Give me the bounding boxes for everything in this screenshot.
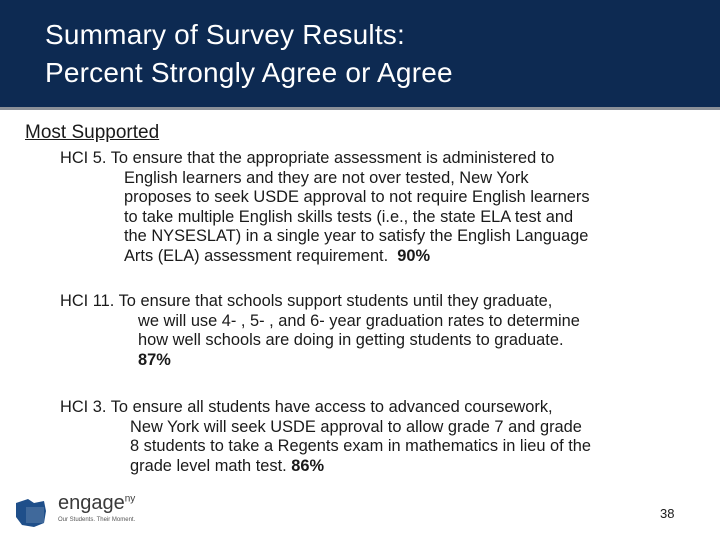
title-line-1: Summary of Survey Results: xyxy=(45,19,405,50)
item-lead: HCI 5. To ensure that the appropriate assessment is administered to xyxy=(60,149,555,167)
item-line: to take multiple English skills tests (i.e., the state ELA test and xyxy=(124,207,574,226)
brand-name: engage xyxy=(58,492,125,514)
brand-tagline: Our Students. Their Moment. xyxy=(58,517,136,523)
percent-value: 90% xyxy=(397,246,431,265)
item-line: 8 students to take a Regents exam in mathematics in lieu of the xyxy=(130,437,592,455)
item-lead: HCI 3. To ensure all students have access to advanced coursework, xyxy=(60,398,553,416)
item-line: Arts (ELA) assessment requirement. xyxy=(124,246,389,265)
title-line-2: Percent Strongly Agree or Agree xyxy=(45,57,453,88)
nysed-logo-icon xyxy=(14,497,48,529)
survey-item-hci3 xyxy=(60,398,710,476)
survey-item-hci11 xyxy=(60,292,710,370)
item-line: we will use 4- , 5- , and 6- year graduation rates to determine xyxy=(138,311,580,330)
engage-ny-logo xyxy=(58,492,135,515)
section-heading: Most Supported xyxy=(25,122,160,143)
item-line: New York will seek USDE approval to allow grade 7 and grade xyxy=(130,417,582,436)
slide-title xyxy=(45,16,685,92)
item-line: grade level math test. xyxy=(130,456,287,475)
item-line: the NYSESLAT) in a single year to satisfy the English Language xyxy=(124,227,589,245)
item-lead: HCI 11. To ensure that schools support students until they graduate, xyxy=(60,292,553,310)
page-number: 38 xyxy=(660,506,675,521)
item-line: English learners and they are not over tested, New York xyxy=(124,168,529,187)
percent-value: 87% xyxy=(138,350,171,369)
brand-superscript: ny xyxy=(124,493,136,505)
item-line: proposes to seek USDE approval to not require English learners xyxy=(124,188,590,206)
survey-item-hci5 xyxy=(60,149,710,266)
item-line: how well schools are doing in getting students to graduate. xyxy=(138,331,564,349)
title-bar xyxy=(0,0,720,110)
percent-value: 86% xyxy=(291,456,325,475)
